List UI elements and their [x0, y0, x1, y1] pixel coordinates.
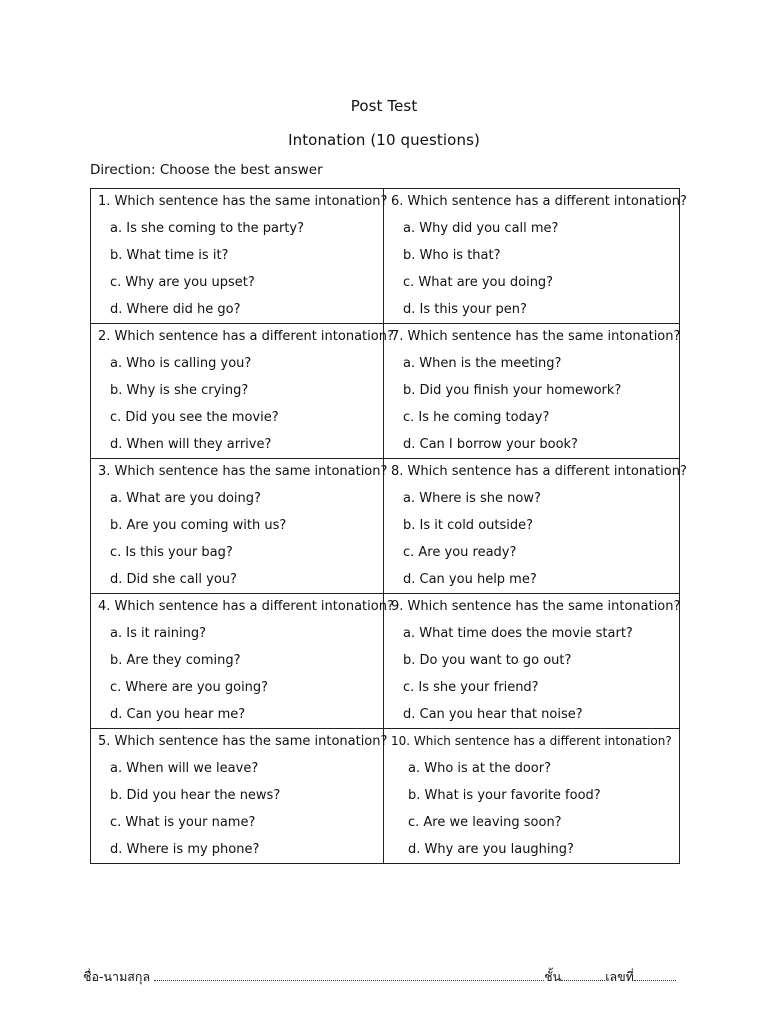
table-row: [91, 189, 680, 324]
question-cell-9: [384, 594, 680, 729]
option-a: a. What time does the movie start?: [403, 626, 633, 641]
option-c: c. What is your name?: [110, 815, 256, 830]
name-label: ชื่อ-นามสกุล: [83, 969, 151, 984]
question-cell-7: [384, 324, 680, 459]
option-c: c. Did you see the movie?: [110, 410, 279, 425]
option-b: b. Do you want to go out?: [403, 653, 572, 668]
option-a: a. Why did you call me?: [403, 221, 559, 236]
name-fill-line[interactable]: [154, 967, 544, 981]
option-b: b. Are you coming with us?: [110, 518, 287, 533]
question-text: 7. Which sentence has the same intonation?: [391, 329, 681, 344]
student-info-line: [83, 967, 688, 987]
question-text: 4. Which sentence has a different intonation?: [98, 599, 394, 614]
option-d: d. Can I borrow your book?: [403, 437, 578, 452]
question-text: 2. Which sentence has a different intonation?: [98, 329, 394, 344]
question-text: 10. Which sentence has a different intonation?: [391, 734, 672, 748]
option-a: a. What are you doing?: [110, 491, 261, 506]
question-cell-1: [91, 189, 388, 324]
direction-text: Direction: Choose the best answer: [90, 162, 323, 178]
question-cell-3: [91, 459, 388, 594]
option-b: b. Who is that?: [403, 248, 501, 263]
question-cell-4: [91, 594, 394, 729]
question-text: 5. Which sentence has the same intonation?: [98, 734, 388, 749]
question-text: 1. Which sentence has the same intonation?: [98, 194, 388, 209]
option-c: c. Are we leaving soon?: [408, 815, 562, 830]
class-fill-line[interactable]: [561, 967, 605, 981]
table-row: [91, 729, 680, 864]
option-a: a. When will we leave?: [110, 761, 259, 776]
option-c: c. Is she your friend?: [403, 680, 539, 695]
number-label: เลขที่: [605, 969, 634, 984]
option-a: a. Who is at the door?: [408, 761, 551, 776]
option-d: d. Is this your pen?: [403, 302, 527, 317]
option-d: d. When will they arrive?: [110, 437, 272, 452]
question-cell-5: [91, 729, 388, 864]
option-a: a. When is the meeting?: [403, 356, 562, 371]
table-row: [91, 459, 680, 594]
question-cell-10: [384, 729, 680, 864]
option-c: c. Are you ready?: [403, 545, 517, 560]
option-c: c. Is he coming today?: [403, 410, 550, 425]
question-text: 3. Which sentence has the same intonation?: [98, 464, 388, 479]
option-a: a. Is it raining?: [110, 626, 206, 641]
table-row: [91, 324, 680, 459]
questions-table: [90, 188, 687, 864]
table-row: [91, 594, 680, 729]
option-d: d. Can you help me?: [403, 572, 537, 587]
option-d: d. Where is my phone?: [110, 842, 260, 857]
option-d: d. Can you hear me?: [110, 707, 246, 722]
option-b: b. Did you hear the news?: [110, 788, 281, 803]
option-b: b. Did you finish your homework?: [403, 383, 622, 398]
page-subtitle: Intonation (10 questions): [288, 131, 480, 149]
option-c: c. What are you doing?: [403, 275, 554, 290]
option-a: a. Who is calling you?: [110, 356, 252, 371]
number-fill-line[interactable]: [634, 967, 676, 981]
question-cell-8: [384, 459, 687, 594]
option-d: d. Where did he go?: [110, 302, 241, 317]
option-d: d. Can you hear that noise?: [403, 707, 583, 722]
option-b: b. Why is she crying?: [110, 383, 249, 398]
option-b: b. What time is it?: [110, 248, 229, 263]
option-a: a. Where is she now?: [403, 491, 541, 506]
option-c: c. Where are you going?: [110, 680, 269, 695]
option-d: d. Did she call you?: [110, 572, 237, 587]
option-c: c. Is this your bag?: [110, 545, 233, 560]
option-a: a. Is she coming to the party?: [110, 221, 305, 236]
question-text: 8. Which sentence has a different intonation?: [391, 464, 687, 479]
class-label: ชั้น: [544, 969, 562, 984]
option-b: b. Are they coming?: [110, 653, 241, 668]
option-b: b. What is your favorite food?: [408, 788, 601, 803]
question-cell-6: [384, 189, 687, 324]
option-c: c. Why are you upset?: [110, 275, 255, 290]
option-d: d. Why are you laughing?: [408, 842, 574, 857]
page-title: Post Test: [350, 97, 418, 115]
question-text: 6. Which sentence has a different intonation?: [391, 194, 687, 209]
question-cell-2: [91, 324, 394, 459]
question-text: 9. Which sentence has the same intonation?: [391, 599, 681, 614]
option-b: b. Is it cold outside?: [403, 518, 534, 533]
